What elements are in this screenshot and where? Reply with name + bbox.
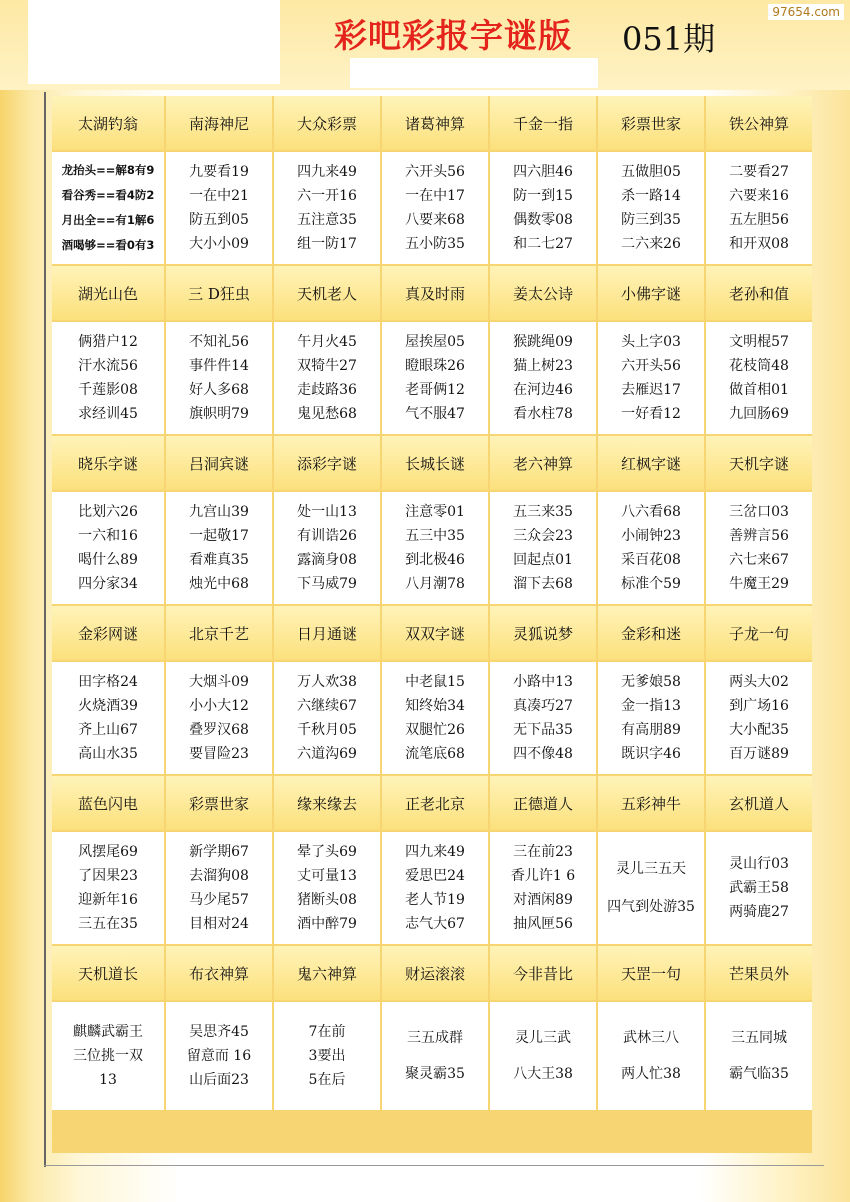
- site-watermark[interactable]: 97654.com: [768, 4, 844, 20]
- puzzle-line: 猪断头08: [297, 892, 357, 908]
- column-header: 彩票世家: [598, 96, 704, 150]
- puzzle-line: 老人节19: [405, 892, 465, 908]
- puzzle-line: 露滴身08: [297, 552, 357, 568]
- puzzle-line: 5在后: [308, 1072, 346, 1088]
- puzzle-cell: [52, 832, 164, 944]
- puzzle-line: 香儿许1 6: [510, 868, 576, 884]
- puzzle-line: 溜下去68: [513, 576, 573, 592]
- puzzle-line: 到广场16: [729, 698, 789, 714]
- column-header: 芒果员外: [706, 946, 812, 1000]
- puzzle-line: 7在前: [308, 1024, 346, 1040]
- puzzle-line: 回起点01: [513, 552, 573, 568]
- puzzle-line: 八要来68: [405, 212, 465, 228]
- puzzle-line: 六开头56: [621, 358, 681, 374]
- puzzle-line: 组一防17: [297, 236, 357, 252]
- puzzle-line: 山后面23: [189, 1072, 249, 1088]
- puzzle-line: 下马威79: [297, 576, 357, 592]
- column-header: 吕洞宾谜: [166, 436, 272, 490]
- puzzle-cell: [166, 832, 272, 944]
- puzzle-line: 双犄牛27: [297, 358, 357, 374]
- puzzle-line: 防三到35: [621, 212, 681, 228]
- column-header: 彩票世家: [166, 776, 272, 830]
- puzzle-cell: [598, 1002, 704, 1110]
- puzzle-line: 善辨言56: [729, 528, 789, 544]
- issue-number: 051期: [622, 20, 716, 58]
- puzzle-line: 月出全==有1解6: [61, 213, 155, 227]
- puzzle-line: 到北极46: [405, 552, 465, 568]
- puzzle-line: 事件件14: [189, 358, 249, 374]
- puzzle-line: 迎新年16: [78, 892, 138, 908]
- column-header: 正德道人: [490, 776, 596, 830]
- puzzle-line: 文明棍57: [729, 334, 789, 350]
- column-header: 今非昔比: [490, 946, 596, 1000]
- puzzle-line: 六七来67: [729, 552, 789, 568]
- puzzle-line: 龙抬头==解8有9: [61, 163, 155, 177]
- puzzle-line: 看谷秀==看4防2: [61, 188, 155, 202]
- column-header: 金彩网谜: [52, 606, 164, 660]
- puzzle-cell: [166, 322, 272, 434]
- puzzle-line: 比划六26: [78, 504, 138, 520]
- puzzle-line: 花枝筒48: [729, 358, 789, 374]
- puzzle-line: 三在前23: [513, 844, 573, 860]
- puzzle-line: 处一山13: [297, 504, 357, 520]
- column-header: 湖光山色: [52, 266, 164, 320]
- puzzle-line: 灵山行03: [729, 856, 789, 872]
- column-header: 五彩神牛: [598, 776, 704, 830]
- puzzle-line: 一好看12: [621, 406, 681, 422]
- puzzle-cell: [706, 322, 812, 434]
- puzzle-cell: [382, 1002, 488, 1110]
- puzzle-line: 汗水流56: [78, 358, 138, 374]
- column-header: 子龙一句: [706, 606, 812, 660]
- puzzle-line: 三众会23: [513, 528, 573, 544]
- puzzle-line: 四六胆46: [513, 164, 573, 180]
- puzzle-cell: [382, 492, 488, 604]
- puzzle-line: 抽风匣56: [513, 916, 573, 932]
- column-header: 布衣神算: [166, 946, 272, 1000]
- column-header: 长城长谜: [382, 436, 488, 490]
- puzzle-line: 有训诰26: [297, 528, 357, 544]
- puzzle-cell: [274, 492, 380, 604]
- puzzle-line: 喝什么89: [78, 552, 138, 568]
- puzzle-line: 九要看19: [189, 164, 249, 180]
- column-header: 姜太公诗: [490, 266, 596, 320]
- column-header: 财运滚滚: [382, 946, 488, 1000]
- puzzle-line: 俩猎户12: [78, 334, 138, 350]
- puzzle-cell: [274, 832, 380, 944]
- puzzle-line: 真凑巧27: [513, 698, 573, 714]
- puzzle-line: 四不像48: [513, 746, 573, 762]
- puzzle-line: 气不服47: [405, 406, 465, 422]
- puzzle-line: 小闹钟23: [621, 528, 681, 544]
- puzzle-cell: [166, 1002, 272, 1110]
- column-header: 红枫字谜: [598, 436, 704, 490]
- puzzle-line: 午月火45: [297, 334, 357, 350]
- puzzle-cell: [382, 152, 488, 264]
- column-header: 金彩和迷: [598, 606, 704, 660]
- puzzle-cell: [598, 322, 704, 434]
- puzzle-line: 目相对24: [189, 916, 249, 932]
- puzzle-cell: [598, 832, 704, 944]
- puzzle-line: 三五同城: [731, 1030, 787, 1046]
- column-header: 灵狐说梦: [490, 606, 596, 660]
- puzzle-cell: [598, 662, 704, 774]
- puzzle-cell: [490, 152, 596, 264]
- puzzle-line: 不知礼56: [189, 334, 249, 350]
- column-header: 天机老人: [274, 266, 380, 320]
- puzzle-line: 头上字03: [621, 334, 681, 350]
- puzzle-cell: [598, 492, 704, 604]
- puzzle-line: 杀一路14: [621, 188, 681, 204]
- puzzle-cell: [490, 832, 596, 944]
- page-title: 彩吧彩报字谜版: [334, 16, 572, 55]
- puzzle-line: 一在中17: [405, 188, 465, 204]
- puzzle-cell: [382, 662, 488, 774]
- puzzle-line: 五注意35: [297, 212, 357, 228]
- puzzle-line: 防一到15: [513, 188, 573, 204]
- puzzle-cell: [52, 322, 164, 434]
- puzzle-line: 八六看68: [621, 504, 681, 520]
- puzzle-line: 叠罗汉68: [189, 722, 249, 738]
- puzzle-cell: [706, 832, 812, 944]
- column-header: 添彩字谜: [274, 436, 380, 490]
- puzzle-line: 走歧路36: [297, 382, 357, 398]
- puzzle-cell: [52, 1002, 164, 1110]
- puzzle-line: 三位挑一双: [73, 1048, 143, 1064]
- column-header: 正老北京: [382, 776, 488, 830]
- puzzle-line: 四九来49: [405, 844, 465, 860]
- column-header: 老六神算: [490, 436, 596, 490]
- column-header: 玄机道人: [706, 776, 812, 830]
- column-header: 诸葛神算: [382, 96, 488, 150]
- puzzle-line: 一在中21: [189, 188, 249, 204]
- puzzle-line: 一六和16: [78, 528, 138, 544]
- puzzle-line: 五小防35: [405, 236, 465, 252]
- puzzle-line: 在河边46: [513, 382, 573, 398]
- puzzle-line: 六开头56: [405, 164, 465, 180]
- puzzle-line: 注意零01: [405, 504, 465, 520]
- left-border-line: [44, 92, 46, 1167]
- puzzle-line: 旗帜明79: [189, 406, 249, 422]
- puzzle-line: 三五成群: [407, 1030, 463, 1046]
- puzzle-line: 大小小09: [189, 236, 249, 252]
- puzzle-cell: [274, 662, 380, 774]
- puzzle-line: 酒中醉79: [297, 916, 357, 932]
- column-header: 北京千艺: [166, 606, 272, 660]
- puzzle-line: 烛光中68: [189, 576, 249, 592]
- puzzle-line: 武林三八: [623, 1030, 679, 1046]
- puzzle-line: 猫上树23: [513, 358, 573, 374]
- puzzle-cell: [706, 662, 812, 774]
- column-header: 真及时雨: [382, 266, 488, 320]
- puzzle-line: 九宫山39: [189, 504, 249, 520]
- puzzle-line: 灵儿三五天: [616, 861, 686, 877]
- puzzle-cell: [166, 662, 272, 774]
- column-header: 双双字谜: [382, 606, 488, 660]
- bottom-border-line: [44, 1165, 824, 1166]
- puzzle-line: 防五到05: [189, 212, 249, 228]
- puzzle-line: 霸气临35: [729, 1066, 789, 1082]
- puzzle-cell: [598, 152, 704, 264]
- puzzle-line: 聚灵霸35: [405, 1066, 465, 1082]
- puzzle-line: 二要看27: [729, 164, 789, 180]
- puzzle-line: 六要来16: [729, 188, 789, 204]
- puzzle-cell: [382, 322, 488, 434]
- column-header: 晓乐字谜: [52, 436, 164, 490]
- puzzle-line: 金一指13: [621, 698, 681, 714]
- puzzle-line: 看水柱78: [513, 406, 573, 422]
- puzzle-line: 千莲影08: [78, 382, 138, 398]
- puzzle-line: 酒喝够==看0有3: [61, 238, 155, 252]
- puzzle-cell: [490, 492, 596, 604]
- column-header: 老孙和值: [706, 266, 812, 320]
- puzzle-line: 小路中13: [513, 674, 573, 690]
- puzzle-line: 九回肠69: [729, 406, 789, 422]
- puzzle-line: 百万谜89: [729, 746, 789, 762]
- column-header: 南海神尼: [166, 96, 272, 150]
- column-header: 三 D狂虫: [166, 266, 272, 320]
- puzzle-line: 武霸王58: [729, 880, 789, 896]
- puzzle-line: 四九来49: [297, 164, 357, 180]
- puzzle-line: 标准个59: [621, 576, 681, 592]
- puzzle-line: 万人欢38: [297, 674, 357, 690]
- column-header: 天机字谜: [706, 436, 812, 490]
- puzzle-line: 偶数零08: [513, 212, 573, 228]
- puzzle-cell: [166, 152, 272, 264]
- puzzle-line: 对酒闲89: [513, 892, 573, 908]
- puzzle-line: 晕了头69: [297, 844, 357, 860]
- puzzle-line: 和开双08: [729, 236, 789, 252]
- puzzle-line: 3要出: [308, 1048, 346, 1064]
- puzzle-line: 马少尾57: [189, 892, 249, 908]
- puzzle-line: 好人多68: [189, 382, 249, 398]
- puzzle-line: 既识字46: [621, 746, 681, 762]
- column-header: 日月通谜: [274, 606, 380, 660]
- column-header: 天机道长: [52, 946, 164, 1000]
- puzzle-line: 五做胆05: [621, 164, 681, 180]
- puzzle-cell: [52, 152, 164, 264]
- puzzle-line: 无下品35: [513, 722, 573, 738]
- puzzle-table: [52, 96, 812, 1153]
- puzzle-line: 看难真35: [189, 552, 249, 568]
- puzzle-line: 五三来35: [513, 504, 573, 520]
- puzzle-line: 六一开16: [297, 188, 357, 204]
- puzzle-cell: [382, 832, 488, 944]
- puzzle-line: 五三中35: [405, 528, 465, 544]
- puzzle-cell: [490, 662, 596, 774]
- puzzle-line: 去雁迟17: [621, 382, 681, 398]
- puzzle-line: 爱思巴24: [405, 868, 465, 884]
- puzzle-line: 风摆尾69: [78, 844, 138, 860]
- header-blank-left: [28, 0, 280, 84]
- puzzle-line: 三岔口03: [729, 504, 789, 520]
- puzzle-cell: [274, 1002, 380, 1110]
- puzzle-line: 三五在35: [78, 916, 138, 932]
- puzzle-line: 两人忙38: [621, 1066, 681, 1082]
- puzzle-line: 要冒险23: [189, 746, 249, 762]
- column-header: 蓝色闪电: [52, 776, 164, 830]
- puzzle-line: 丈可量13: [297, 868, 357, 884]
- puzzle-line: 六继续67: [297, 698, 357, 714]
- puzzle-line: 双腿忙26: [405, 722, 465, 738]
- puzzle-line: 做首相01: [729, 382, 789, 398]
- puzzle-line: 屋挨屋05: [405, 334, 465, 350]
- puzzle-line: 麒麟武霸王: [73, 1024, 143, 1040]
- puzzle-line: 灵儿三武: [515, 1030, 571, 1046]
- puzzle-line: 二六来26: [621, 236, 681, 252]
- puzzle-line: 两骑鹿27: [729, 904, 789, 920]
- header-blank-middle: [350, 58, 598, 88]
- puzzle-line: 一起敬17: [189, 528, 249, 544]
- puzzle-cell: [166, 492, 272, 604]
- puzzle-line: 四气到处游35: [607, 899, 695, 915]
- puzzle-cell: [490, 1002, 596, 1110]
- puzzle-line: 田字格24: [78, 674, 138, 690]
- puzzle-line: 流笔底68: [405, 746, 465, 762]
- puzzle-line: 六道沟69: [297, 746, 357, 762]
- column-header: 大众彩票: [274, 96, 380, 150]
- puzzle-line: 大小配35: [729, 722, 789, 738]
- puzzle-line: 志气大67: [405, 916, 465, 932]
- puzzle-line: 瞪眼珠26: [405, 358, 465, 374]
- puzzle-line: 火烧酒39: [78, 698, 138, 714]
- column-header: 千金一指: [490, 96, 596, 150]
- puzzle-cell: [490, 322, 596, 434]
- puzzle-cell: [706, 492, 812, 604]
- puzzle-line: 八月潮78: [405, 576, 465, 592]
- puzzle-line: 牛魔王29: [729, 576, 789, 592]
- puzzle-line: 求经训45: [78, 406, 138, 422]
- puzzle-line: 大烟斗09: [189, 674, 249, 690]
- puzzle-cell: [52, 492, 164, 604]
- puzzle-line: 高山水35: [78, 746, 138, 762]
- puzzle-line: 千秋月05: [297, 722, 357, 738]
- puzzle-line: 和二七27: [513, 236, 573, 252]
- column-header: 铁公神算: [706, 96, 812, 150]
- column-header: 缘来缘去: [274, 776, 380, 830]
- puzzle-line: 无爹娘58: [621, 674, 681, 690]
- puzzle-line: 采百花08: [621, 552, 681, 568]
- puzzle-line: 小小大12: [189, 698, 249, 714]
- puzzle-line: 留意而 16: [186, 1048, 252, 1064]
- puzzle-cell: [706, 152, 812, 264]
- puzzle-line: 新学期67: [189, 844, 249, 860]
- puzzle-line: 了因果23: [78, 868, 138, 884]
- column-header: 太湖钓翁: [52, 96, 164, 150]
- puzzle-cell: [52, 662, 164, 774]
- column-header: 小佛字谜: [598, 266, 704, 320]
- puzzle-cell: [274, 322, 380, 434]
- puzzle-line: 鬼见愁68: [297, 406, 357, 422]
- puzzle-line: 中老鼠15: [405, 674, 465, 690]
- puzzle-line: 五左胆56: [729, 212, 789, 228]
- column-header: 鬼六神算: [274, 946, 380, 1000]
- puzzle-line: 去溜狗08: [189, 868, 249, 884]
- column-header: 天罡一句: [598, 946, 704, 1000]
- puzzle-line: 四分家34: [78, 576, 138, 592]
- puzzle-line: 吴思齐45: [189, 1024, 249, 1040]
- puzzle-line: 两头大02: [729, 674, 789, 690]
- puzzle-cell: [274, 152, 380, 264]
- puzzle-cell: [706, 1002, 812, 1110]
- puzzle-line: 齐上山67: [78, 722, 138, 738]
- puzzle-line: 有高朋89: [621, 722, 681, 738]
- puzzle-line: 猴跳绳09: [513, 334, 573, 350]
- puzzle-line: 老哥俩12: [405, 382, 465, 398]
- puzzle-line: 13: [99, 1072, 117, 1088]
- puzzle-line: 八大王38: [513, 1066, 573, 1082]
- puzzle-line: 知终始34: [405, 698, 465, 714]
